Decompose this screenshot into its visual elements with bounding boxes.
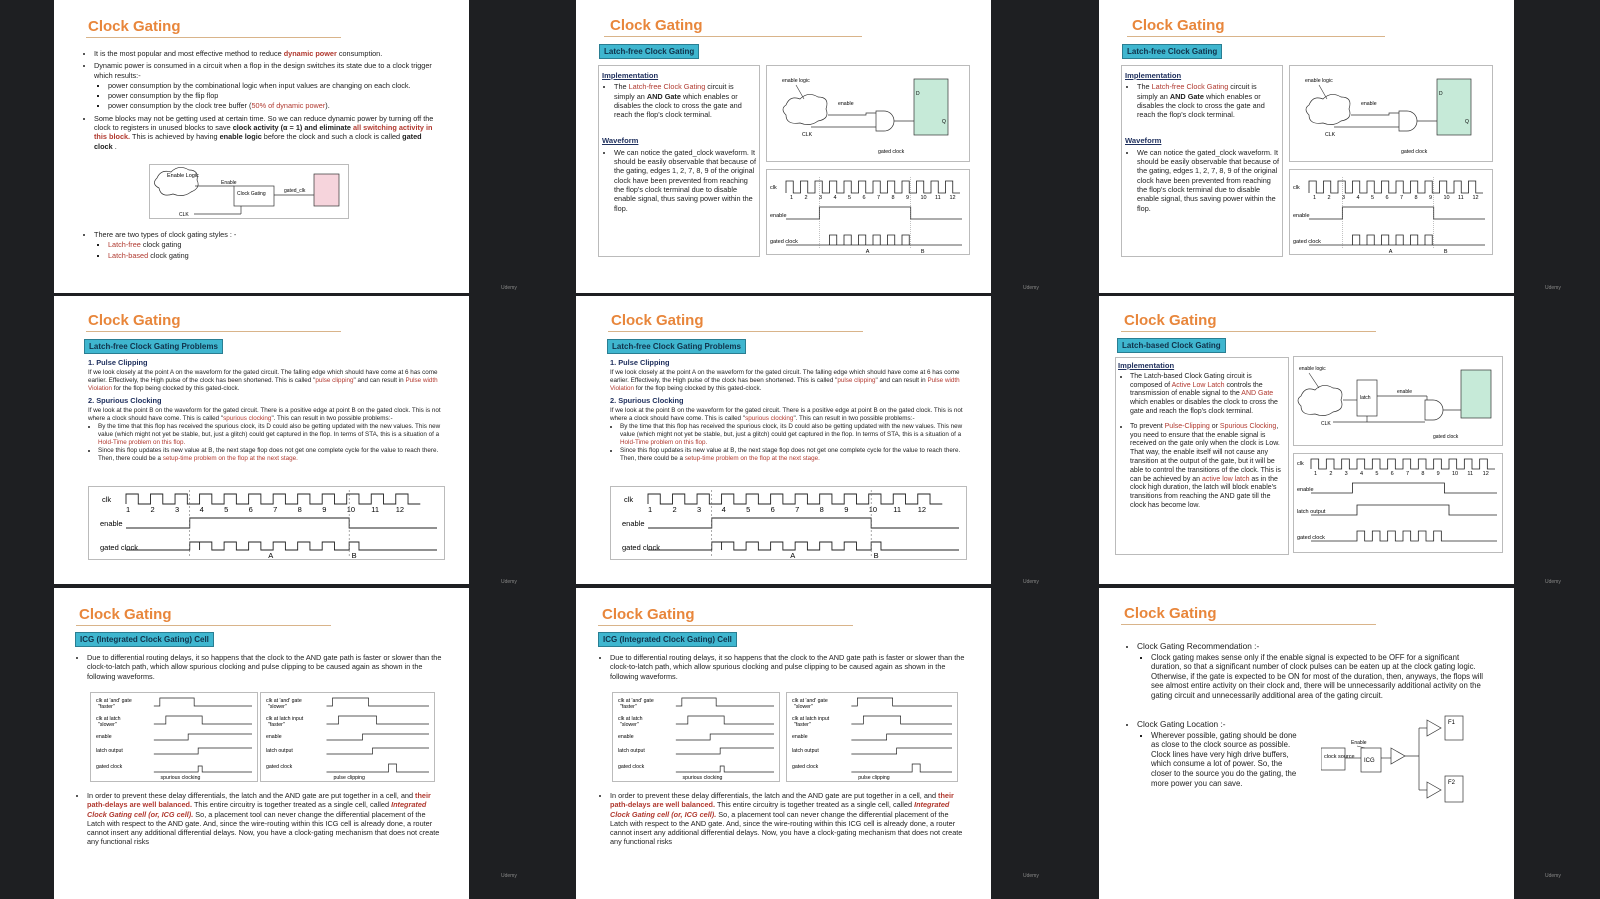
section-tag: Latch-free Clock Gating (599, 44, 699, 59)
slide-intro (54, 0, 469, 293)
edge-number: 12 (917, 505, 927, 514)
edge-number: 4 (1360, 471, 1364, 477)
waveform-text: • We can notice the gated_clock waveform. It should be easily observable that because of the gating, edges 1, 2, 7, 8, 9 of the original clock have been prevented from reaching the flop's clock terminal due to disable enable signal, thus saving power within the flop. (1137, 148, 1279, 213)
section-tag: Latch-free Clock Gating Problems (607, 339, 746, 354)
edge-number: 2 (150, 505, 155, 514)
diag-enable-label: Enable (221, 180, 237, 186)
watermark: Udemy (1545, 579, 1561, 585)
location-text (1125, 720, 1305, 791)
edge-number: 5 (746, 505, 751, 514)
icg-caption: pulse clipping (333, 775, 365, 781)
slide-latch-free (576, 0, 991, 293)
diag-enable-logic: Enable Logic (167, 173, 199, 179)
edge-number: 11 (893, 505, 902, 514)
icg-bullet-1: • Due to differential routing delays, it so happens that the clock to the AND gate path is faster or slower than the clock-to-latch path, which allow spurious clocking and pulse clipping to be caused again as shown in the following waveforms. (610, 653, 968, 681)
edge-number: 3 (1344, 471, 1348, 477)
slide-title: Clock Gating (88, 18, 181, 35)
point-b: B (351, 551, 357, 560)
bullet-dynamic-power: • It is the most popular and most effective method to reduce dynamic power consumption. (94, 49, 442, 58)
edge-number: 9 (322, 505, 327, 514)
point-b: B (873, 551, 879, 560)
flop-q: Q (942, 119, 946, 125)
edge-number: 1 (126, 505, 131, 514)
icg-waveform-spurious (612, 692, 780, 782)
icg-solution (75, 791, 445, 850)
problems-waveform (610, 486, 967, 560)
clock-source: clock source (1324, 754, 1355, 760)
recommendation-detail: ▪ Clock gating makes sense only if the enable signal is expected to be OFF for a significant duration, so that a significant number of clock pulses can be eaten up at the clock gating logic. Otherwise, if the gate is expected to be ON for most of the duration, then, anyways, the flops will see almost entire activity on their clock and, there will be unnecessarily additional activity on the gating circuit and unnecessarily additional area of the gating circuit. (1151, 653, 1485, 701)
setup-time-item: • Since this flop updates its new value at B, the next stage flop does not get one complete cycle for the value to reach there. Then, there could be a setup-time problem on the flop at the next stage. (98, 447, 448, 463)
icg-label-1: clk at 'and' gate (96, 698, 132, 704)
wave-clk-label: clk (1297, 461, 1304, 467)
edge-number: 5 (1375, 471, 1379, 477)
diag-clk: CLK (179, 212, 189, 218)
icg-label-4: latch output (96, 748, 123, 754)
pulse-clipping-heading: 1. Pulse Clipping (88, 358, 148, 367)
spurious-heading: 2. Spurious Clocking (610, 396, 684, 405)
flop-f1: F1 (1448, 720, 1456, 726)
icg-caption: pulse clipping (858, 775, 890, 781)
wave-latch-label: latch output (1297, 509, 1326, 515)
point-a: A (268, 551, 274, 560)
implementation-heading: Implementation (1125, 71, 1182, 80)
edge-number: 1 (790, 195, 794, 201)
waveform-frame (1294, 454, 1503, 553)
edge-number: 7 (273, 505, 278, 514)
edge-number: 2 (1327, 195, 1331, 201)
icg-label-2: clk at latch input (266, 716, 304, 722)
edge-number: 10 (920, 195, 927, 201)
pulse-clipping-text: If we look closely at the point A on the waveform for the gated circuit. The falling edge which should have come at 6 has come earlier. Effectively, the High pulse of the clock has been shortened. This is called "pulse clipping" and can result in Pulse width Violation for the flop being clocked by this gated-clock. (610, 369, 960, 392)
title-underline (1127, 36, 1385, 37)
sub-bullet: ▪ power consumption by the flip flop (108, 91, 442, 100)
styles-bullets (82, 230, 442, 263)
edge-number: 11 (1467, 471, 1474, 477)
diag-clock-gating: Clock Gating (237, 191, 266, 197)
edge-number: 6 (1390, 471, 1394, 477)
wave-enable-label: enable (770, 213, 787, 219)
waveform-frame (611, 487, 967, 560)
slide-title: Clock Gating (1124, 312, 1217, 329)
title-underline (604, 36, 862, 37)
title-underline (598, 625, 853, 626)
edge-number: 12 (395, 505, 405, 514)
slide-title: Clock Gating (611, 312, 704, 329)
section-tag: ICG (Integrated Clock Gating) Cell (598, 632, 737, 647)
edge-number: 10 (346, 505, 356, 514)
waveform-heading: Waveform (602, 136, 639, 146)
problems-text (88, 359, 448, 463)
circuit-enable-logic: enable logic (1305, 78, 1333, 84)
slide-problems (54, 296, 469, 584)
icg-waveform-spurious (90, 692, 258, 782)
impl-text: • The Latch-free Clock Gating circuit is simply an AND Gate which enables or disables the clock to cross the gate and reach the flop's clock terminal. (614, 82, 756, 119)
edge-number: 6 (862, 195, 866, 201)
icg-waveform-clipping (260, 692, 435, 782)
point-a: A (1388, 249, 1393, 255)
edge-number: 5 (1371, 195, 1375, 201)
wave-gated-label: gated clock (100, 543, 138, 552)
slide-latch-based (1099, 296, 1514, 584)
recommendation-item: • Clock Gating Recommendation :- ▪ Clock gating makes sense only if the enable signal is expected to be OFF for a significant duration, so that a significant number of clock pulses can be eaten up at the clock gating logic. Otherwise, if the gate is expected to be ON for most of the duration, then, anyways, the flops will see almost entire activity on their clock and, there will be unnecessarily additional activity on the gating circuit and unnecessarily additional area of the gating circuit. (1137, 642, 1485, 701)
setup-time-item: • Since this flop updates its new value at B, the next stage flop does not get one complete cycle for the value to reach there. Then, there could be a setup-time problem on the flop at the next stage. (620, 447, 970, 463)
edge-number: 2 (1329, 471, 1333, 477)
latchfree-waveform (1289, 169, 1493, 255)
style-latch-based: ▪ Latch-based clock gating (108, 251, 442, 260)
spurious-text: If we look at the point B on the waveform for the gated circuit. There is a positive edge at point B on the gated clock. This is not where a clock should have come. This is called "spurious clocking". This can result in two possible problems:- (88, 407, 441, 422)
edge-number: 1 (648, 505, 653, 514)
edge-number: 8 (891, 195, 895, 201)
edge-number: 3 (819, 195, 823, 201)
title-underline (86, 37, 341, 38)
latchbased-circuit-diagram (1293, 356, 1503, 446)
icg-label-3: enable (618, 734, 634, 740)
icg-box: ICG (1364, 758, 1375, 764)
spurious-heading: 2. Spurious Clocking (88, 396, 162, 405)
icg-label-3: enable (266, 734, 282, 740)
icg-bullet-1: • Due to differential routing delays, it so happens that the clock to the AND gate path is faster or slower than the clock-to-latch path, which allow spurious clocking and pulse clipping to be caused again as shown in the following waveforms. (87, 653, 445, 681)
waveform-text: • We can notice the gated_clock waveform. It should be easily observable that because of the gating, edges 1, 2, 7, 8, 9 of the original clock have been prevented from reaching the flop's clock terminal due to disable enable signal, thus saving power within the flop. (614, 148, 756, 213)
latchfree-circuit-diagram (766, 65, 970, 162)
slide-problems-copy (576, 296, 991, 584)
slide-icg-copy (576, 588, 991, 899)
wave-clk-label: clk (624, 495, 634, 504)
icg-label-5: gated clock (618, 764, 645, 770)
edge-number: 2 (804, 195, 808, 201)
icg-label-2b: "slower" (620, 722, 639, 728)
sub-bullet: ▪ power consumption by the clock tree buffer (50% of dynamic power). (108, 101, 442, 110)
icg-label-2: clk at latch (618, 716, 643, 722)
circuit-gated-clock: gated clock (878, 149, 905, 155)
watermark: Udemy (501, 579, 517, 585)
icg-intro (75, 653, 445, 684)
edge-number: 10 (1452, 471, 1459, 477)
flop-f2: F2 (1448, 780, 1456, 786)
circuit-enable-logic: enable logic (1299, 366, 1326, 372)
slide-recommendation (1099, 588, 1514, 899)
icg-label-5: gated clock (266, 764, 293, 770)
spurious-text: If we look at the point B on the waveform for the gated circuit. There is a positive edge at point B on the gated clock. This is not where a clock should have come. This is called "spurious clocking". This can result in two possible problems:- (610, 407, 963, 422)
circuit-enable-logic: enable logic (782, 78, 810, 84)
implementation-heading: Implementation (602, 71, 659, 80)
edge-number: 9 (1436, 471, 1440, 477)
title-underline (1121, 624, 1376, 625)
latchbased-text (1118, 360, 1284, 514)
watermark: Udemy (1023, 285, 1039, 291)
edge-number: 2 (672, 505, 677, 514)
slide-icg (54, 588, 469, 899)
icg-intro (598, 653, 968, 684)
wave-gated-label: gated clock (1297, 535, 1325, 541)
latchbased-waveform (1293, 453, 1503, 553)
wave-gated-label: gated clock (770, 239, 798, 245)
title-underline (608, 331, 863, 332)
edge-number: 6 (1385, 195, 1389, 201)
edge-number: 4 (721, 505, 726, 514)
edge-number: 7 (1406, 471, 1410, 477)
sub-bullet: ▪ power consumption by the combinational logic when input values are changing on each clock. (108, 81, 442, 90)
pulse-clipping-text: If we look closely at the point A on the waveform for the gated circuit. The falling edge which should have come at 6 has come earlier. Effectively, the High pulse of the clock has been shortened. This is called "pulse clipping" and can result in Pulse width Violation for the flop being clocked by this gated-clock. (88, 369, 438, 392)
edge-number: 8 (1421, 471, 1425, 477)
title-underline (86, 331, 341, 332)
edge-number: 10 (1443, 195, 1450, 201)
title-underline (1121, 331, 1376, 332)
circuit-gated-clock: gated clock (1433, 434, 1459, 440)
section-tag: Latch-free Clock Gating (1122, 44, 1222, 59)
edge-number: 5 (848, 195, 852, 201)
slide-title: Clock Gating (602, 606, 695, 623)
edge-number: 9 (1429, 195, 1433, 201)
icg-label-4: latch output (792, 748, 819, 754)
title-underline (76, 625, 331, 626)
icg-label-1: clk at 'and' gate (792, 698, 828, 704)
slide-title: Clock Gating (1132, 17, 1225, 34)
icg-label-1b: "faster" (98, 704, 115, 710)
edge-number: 11 (935, 195, 941, 201)
slide-title: Clock Gating (1124, 605, 1217, 622)
icg-caption: spurious clocking (160, 775, 201, 781)
icg-label-2b: "faster" (268, 722, 285, 728)
problems-text (610, 359, 970, 463)
wave-clk-label: clk (770, 185, 777, 191)
edge-number: 3 (175, 505, 180, 514)
circuit-enable: enable (1361, 101, 1377, 107)
edge-number: 5 (224, 505, 229, 514)
edge-number: 12 (1482, 471, 1489, 477)
flop-d: D (1439, 91, 1443, 97)
circuit-clk: CLK (1325, 132, 1336, 138)
flop-q: Q (1465, 119, 1469, 125)
wave-enable-label: enable (1297, 487, 1314, 493)
watermark: Udemy (1545, 873, 1561, 879)
point-b: B (1443, 249, 1448, 255)
icg-location-diagram (1321, 708, 1471, 808)
icg-label-2b: "slower" (98, 722, 117, 728)
latchfree-text (602, 69, 756, 216)
edge-number: 1 (1314, 471, 1318, 477)
icg-label-1: clk at 'and' gate (618, 698, 654, 704)
impl-text: • The Latch-free Clock Gating circuit is simply an AND Gate which enables or disables the clock to cross the gate and reach the flop's clock terminal. (1137, 82, 1279, 119)
watermark: Udemy (1023, 873, 1039, 879)
bullet-unused-blocks: • Some blocks may not be getting used at certain time. So we can reduce dynamic power by turning off the clock to registers in unused blocks to save clock activity (α = 1) and eliminate all switching activity in this block. This is achieved by having enable logic before the clock and such a clock is called gated clock . (94, 114, 442, 151)
edge-number: 3 (1342, 195, 1346, 201)
circuit-gated-clock: gated clock (1401, 149, 1428, 155)
point-a: A (790, 551, 796, 560)
icg-label-2: clk at latch (96, 716, 121, 722)
gating-block-diagram (149, 164, 349, 219)
icg-label-2: clk at latch input (792, 716, 830, 722)
point-a: A (865, 249, 870, 255)
bullet-styles: • There are two types of clock gating styles : - ▪ Latch-free clock gating ▪ Latch-based clock gating (94, 230, 442, 260)
section-tag: Latch-free Clock Gating Problems (84, 339, 223, 354)
pulse-clipping-heading: 1. Pulse Clipping (610, 358, 670, 367)
edge-number: 12 (1472, 195, 1479, 201)
icg-caption: spurious clocking (682, 775, 723, 781)
slide-title: Clock Gating (88, 312, 181, 329)
edge-number: 11 (371, 505, 380, 514)
edge-number: 9 (844, 505, 849, 514)
section-tag: ICG (Integrated Clock Gating) Cell (75, 632, 214, 647)
icg-bullet-2: • In order to prevent these delay differentials, the latch and the AND gate are put together in a cell, and their path-delays are well balanced. This entire circuitry is together treated as a single cell, called Integrated Clock Gating cell (or, ICG cell). So, a placement tool can never change the differential placement of the Latch with respect to the AND gate. And, since the wire-routing within this ICG cell is already done, a router cannot insert any additional differential delays. Now, you have a clock-gating mechanism that does not create any functional risks (610, 791, 968, 847)
icg-label-3: enable (96, 734, 112, 740)
edge-number: 7 (877, 195, 881, 201)
icg-waveform-clipping (786, 692, 958, 782)
intro-bullets (82, 49, 442, 154)
edge-number: 4 (833, 195, 837, 201)
edge-number: 3 (697, 505, 702, 514)
watermark: Udemy (1545, 285, 1561, 291)
latchbased-impl-text: • The Latch-based Clock Gating circuit is composed of Active Low Latch controls the transmission of enable signal to the AND Gate which enables or disables the clock to cross the gate and reach the flop's clock terminal. (1130, 373, 1284, 417)
style-latch-free: ▪ Latch-free clock gating (108, 240, 442, 249)
icg-enable: Enable (1351, 740, 1367, 746)
edge-number: 10 (868, 505, 878, 514)
wave-clk-label: clk (102, 495, 112, 504)
recommendation-text (1125, 642, 1485, 704)
icg-label-5: gated clock (96, 764, 123, 770)
edge-number: 4 (199, 505, 204, 514)
hold-time-item: • By the time that this flop has received the spurious clock, its D could also be getting updated with the new values. This new value (which might not yet be stable, but, just a glitch) could get captured in the flop. In terms of STA, this is a situation of a Hold-Time problem on this flop. (620, 423, 970, 447)
edge-number: 8 (297, 505, 302, 514)
waveform-frame (89, 487, 445, 560)
watermark: Udemy (1023, 579, 1039, 585)
circuit-enable: enable (838, 101, 854, 107)
icg-label-1: clk at 'and' gate (266, 698, 302, 704)
icg-label-1b: "slower" (268, 704, 287, 710)
wave-clk-label: clk (1293, 185, 1300, 191)
diag-gated-clk: gated_clk (284, 188, 306, 194)
circuit-clk: CLK (1321, 421, 1331, 427)
icg-label-2b: "faster" (794, 722, 811, 728)
edge-number: 7 (1400, 195, 1404, 201)
edge-number: 9 (906, 195, 910, 201)
circuit-enable: enable (1397, 389, 1413, 395)
edge-number: 6 (248, 505, 253, 514)
location-detail: ▪ Wherever possible, gating should be done as close to the clock source as possible. Clock lines have very high drive buffers, which consume a lot of power. So, the closer to the source you do the gating, the more power you can save. (1151, 731, 1305, 789)
hold-time-item: • By the time that this flop has received the spurious clock, its D could also be getting updated with the new values. This new value (which might not yet be stable, but, just a glitch) could get captured in the flop. In terms of STA, this is a situation of a Hold-Time problem on this flop. (98, 423, 448, 447)
edge-number: 4 (1356, 195, 1360, 201)
watermark: Udemy (501, 285, 517, 291)
wave-enable-label: enable (622, 519, 645, 528)
edge-number: 7 (795, 505, 800, 514)
watermark: Udemy (501, 873, 517, 879)
bullet-consumption: • Dynamic power is consumed in a circuit when a flop in the design switches its state due to a clock trigger which results:- ▪ power consumption by the combinational logic when input values are changing on each clock. ▪ power consumption by the flip flop ▪ power consumption by the clock tree buffer (50% of dynamic power). (94, 61, 442, 110)
location-item: • Clock Gating Location :- ▪ Wherever possible, gating should be done as close to the clock source as possible. Clock lines have very high drive buffers, which consume a lot of power. So, the closer to the source you do the gating, the more power you can save. (1137, 720, 1305, 788)
icg-bullet-2: • In order to prevent these delay differentials, the latch and the AND gate are put together in a cell, and their path-delays are well balanced. This entire circuitry is together treated as a single cell, called Integrated Clock Gating cell (or, ICG cell). So, a placement tool can never change the differential placement of the Latch with respect to the AND gate. And, since the wire-routing within this ICG cell is already done, a router cannot insert any additional differential delays. Now, you have a clock-gating mechanism that does not create any functional risks (87, 791, 445, 847)
slide-title: Clock Gating (79, 606, 172, 623)
icg-solution (598, 791, 968, 850)
wave-enable-label: enable (100, 519, 123, 528)
icg-label-4: latch output (618, 748, 645, 754)
latchfree-circuit-diagram (1289, 65, 1493, 162)
flop-d: D (916, 91, 920, 97)
wave-enable-label: enable (1293, 213, 1310, 219)
edge-number: 8 (819, 505, 824, 514)
latchbased-prevent-text: • To prevent Pulse-Clipping or Spurious Clocking, you need to ensure that the enable signal is received on the gate only when the clock is Low. That way, the enable itself will not cause any transition at the output of the gate, but it will be able to control the transitions of the clock. This is can be achieved by an active low latch as in the clock high duration, the latch will block enable's transitions from reaching the AND gate till the clock has become low. (1130, 423, 1284, 511)
implementation-heading: Implementation (1118, 361, 1175, 370)
icg-label-5: gated clock (792, 764, 819, 770)
edge-number: 6 (770, 505, 775, 514)
slide-title: Clock Gating (610, 17, 703, 34)
problems-waveform (88, 486, 445, 560)
icg-label-3: enable (792, 734, 808, 740)
icg-label-4: latch output (266, 748, 293, 754)
section-tag: Latch-based Clock Gating (1117, 338, 1226, 353)
waveform-heading: Waveform (1125, 136, 1162, 146)
slide-latch-free-copy (1099, 0, 1514, 293)
edge-number: 1 (1313, 195, 1317, 201)
latchfree-text (1125, 69, 1279, 216)
edge-number: 11 (1458, 195, 1464, 201)
icg-label-1b: "slower" (794, 704, 813, 710)
point-b: B (920, 249, 925, 255)
latchfree-waveform (766, 169, 970, 255)
wave-gated-label: gated clock (622, 543, 660, 552)
circuit-clk: CLK (802, 132, 813, 138)
edge-number: 8 (1414, 195, 1418, 201)
wave-gated-label: gated clock (1293, 239, 1321, 245)
circuit-latch: latch (1360, 395, 1371, 401)
edge-number: 12 (949, 195, 956, 201)
icg-label-1b: "faster" (620, 704, 637, 710)
